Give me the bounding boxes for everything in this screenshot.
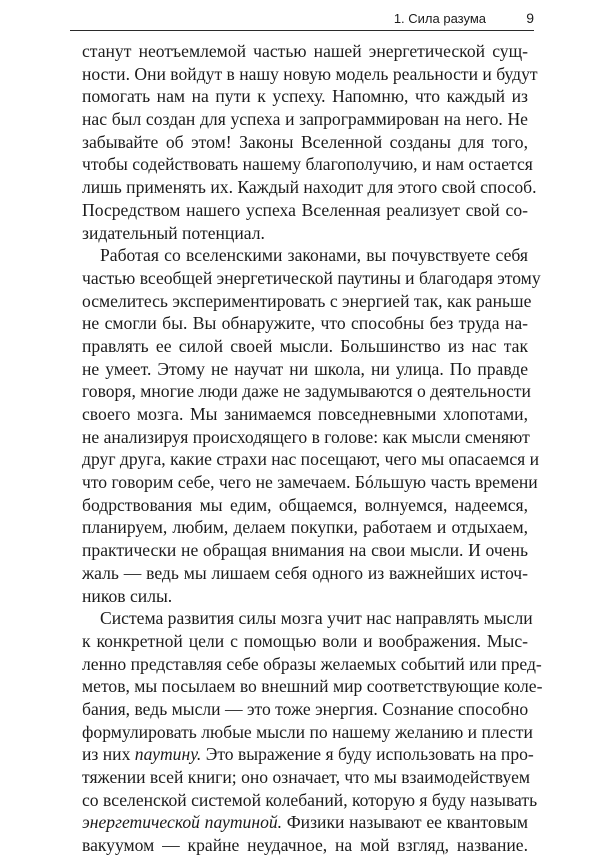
text-segment: вакуумом — крайне неудачное, на мой взгляд, название. bbox=[82, 835, 528, 856]
text-line bbox=[82, 766, 531, 789]
text-line bbox=[82, 562, 528, 585]
text-segment: со вселенской системой колебаний, которую я буду называть bbox=[82, 789, 538, 810]
text-line bbox=[82, 85, 528, 108]
text-segment: зидательный потенциал. bbox=[82, 222, 265, 243]
text-line bbox=[82, 403, 528, 426]
text-segment: забывайте об этом! Законы Вселенной созданы для того, bbox=[82, 131, 528, 152]
text-segment: формулировать любые мысли по нашему желанию и плести bbox=[82, 721, 533, 742]
text-segment: частью всеобщей энергетической паутины и благодаря этому bbox=[82, 267, 541, 288]
text-segment: своего мозга. Мы занимаемся повседневными хлопотами, bbox=[82, 404, 528, 424]
text-segment: Физики называют ее квантовым bbox=[282, 812, 529, 833]
text-segment: не анализируя происходящего в голове: как мысли сменяют bbox=[82, 426, 530, 447]
text-segment: бания, ведь мысли — это тоже энергия. Сознание способно bbox=[82, 698, 529, 719]
text-line bbox=[82, 199, 528, 222]
text-segment: бодрствования мы едим, общаемся, волнуемся, надеемся, bbox=[82, 494, 528, 515]
paragraph bbox=[82, 244, 541, 607]
text-line bbox=[82, 176, 537, 199]
text-line bbox=[82, 358, 528, 381]
text-line bbox=[82, 40, 528, 63]
text-line bbox=[82, 131, 528, 154]
paragraph bbox=[82, 607, 543, 857]
text-segment: друг друга, какие страхи нас посещают, чего мы опасаемся и bbox=[82, 449, 540, 470]
text-segment: лишь применять их. Каждый находит для этого свой способ. bbox=[82, 177, 537, 198]
text-line bbox=[82, 108, 528, 131]
text-line bbox=[82, 834, 528, 857]
text-segment: чтобы содействовать нашему благополучию, и нам остается bbox=[82, 154, 533, 175]
text-line bbox=[82, 426, 528, 449]
text-segment: ленно представляя себе образы желаемых событий или пред- bbox=[82, 653, 542, 674]
text-segment: не смогли бы. Вы обнаружите, что способны без труда на- bbox=[82, 313, 528, 334]
page-number: 9 bbox=[526, 10, 534, 26]
text-line bbox=[82, 539, 528, 562]
text-line bbox=[82, 516, 528, 539]
text-line bbox=[82, 698, 528, 721]
text-segment: практически не обращая внимания на свои мысли. И очень bbox=[82, 540, 528, 561]
text-segment: правлять ее силой своей мысли. Большинство из нас так bbox=[82, 335, 528, 356]
text-segment: станут неотъемлемой частью нашей энергетической сущ- bbox=[82, 41, 528, 61]
text-segment: не умеет. Этому не научат ни школа, ни улица. По правде bbox=[82, 358, 528, 379]
text-segment: Посредством нашего успеха Вселенная реализует свой со- bbox=[82, 199, 528, 220]
text-line bbox=[82, 222, 528, 245]
text-segment: осмелитесь экспериментировать с энергией так, как раньше bbox=[82, 290, 532, 311]
text-line bbox=[82, 448, 540, 471]
text-segment: жаль — ведь мы лишаем себя одного из важнейших источ- bbox=[82, 562, 528, 583]
text-segment: Работая со вселенскими законами, вы почувствуете себя bbox=[100, 245, 528, 266]
italic-text: энергетической паутиной. bbox=[82, 812, 283, 833]
text-segment: нас был создан для успеха и запрограммирован на него. Не bbox=[82, 109, 528, 130]
text-line bbox=[82, 63, 538, 86]
text-segment: Система развития силы мозга учит нас направлять мысли bbox=[100, 608, 533, 629]
text-segment: метов, мы посылаем во внешний мир соответствующие коле- bbox=[82, 676, 543, 697]
text-line bbox=[82, 653, 542, 676]
text-line bbox=[82, 743, 534, 766]
text-line bbox=[82, 244, 528, 267]
text-segment: говоря, многие люди даже не задумываются о деятельности bbox=[82, 381, 531, 402]
text-segment: к конкретной цели с помощью воли и воображения. Мыс- bbox=[82, 630, 528, 651]
text-line bbox=[82, 380, 531, 403]
text-line bbox=[82, 494, 528, 517]
text-line bbox=[82, 312, 528, 335]
text-line bbox=[82, 290, 532, 313]
text-line bbox=[82, 811, 528, 834]
italic-text: паутину. bbox=[134, 744, 202, 765]
text-line bbox=[82, 721, 533, 744]
paragraph bbox=[82, 40, 538, 244]
text-segment: ников силы. bbox=[82, 585, 173, 606]
text-line bbox=[82, 335, 528, 358]
text-line bbox=[82, 471, 538, 494]
text-body bbox=[82, 40, 543, 857]
text-line bbox=[82, 630, 528, 653]
text-line bbox=[82, 153, 533, 176]
text-segment: ности. Они войдут в нашу новую модель реальности и будут bbox=[82, 63, 538, 84]
text-segment: что говорим себе, чего не замечаем. Бóльшую часть времени bbox=[82, 472, 538, 493]
text-line bbox=[82, 267, 541, 290]
text-line bbox=[82, 585, 528, 608]
text-line bbox=[82, 607, 533, 630]
text-segment: помогать нам на пути к успеху. Напомню, что каждый из bbox=[82, 86, 528, 107]
text-segment: из них bbox=[82, 744, 135, 765]
text-segment: тяжении всей книги; оно означает, что мы взаимодействуем bbox=[82, 767, 531, 787]
text-segment: Это выражение я буду использовать на про- bbox=[201, 744, 534, 765]
text-line bbox=[82, 675, 543, 698]
text-line bbox=[82, 789, 538, 812]
page-header bbox=[70, 8, 534, 31]
running-title: 1. Сила разума bbox=[393, 11, 486, 26]
text-segment: планируем, любим, делаем покупки, работаем и отдыхаем, bbox=[82, 517, 528, 538]
